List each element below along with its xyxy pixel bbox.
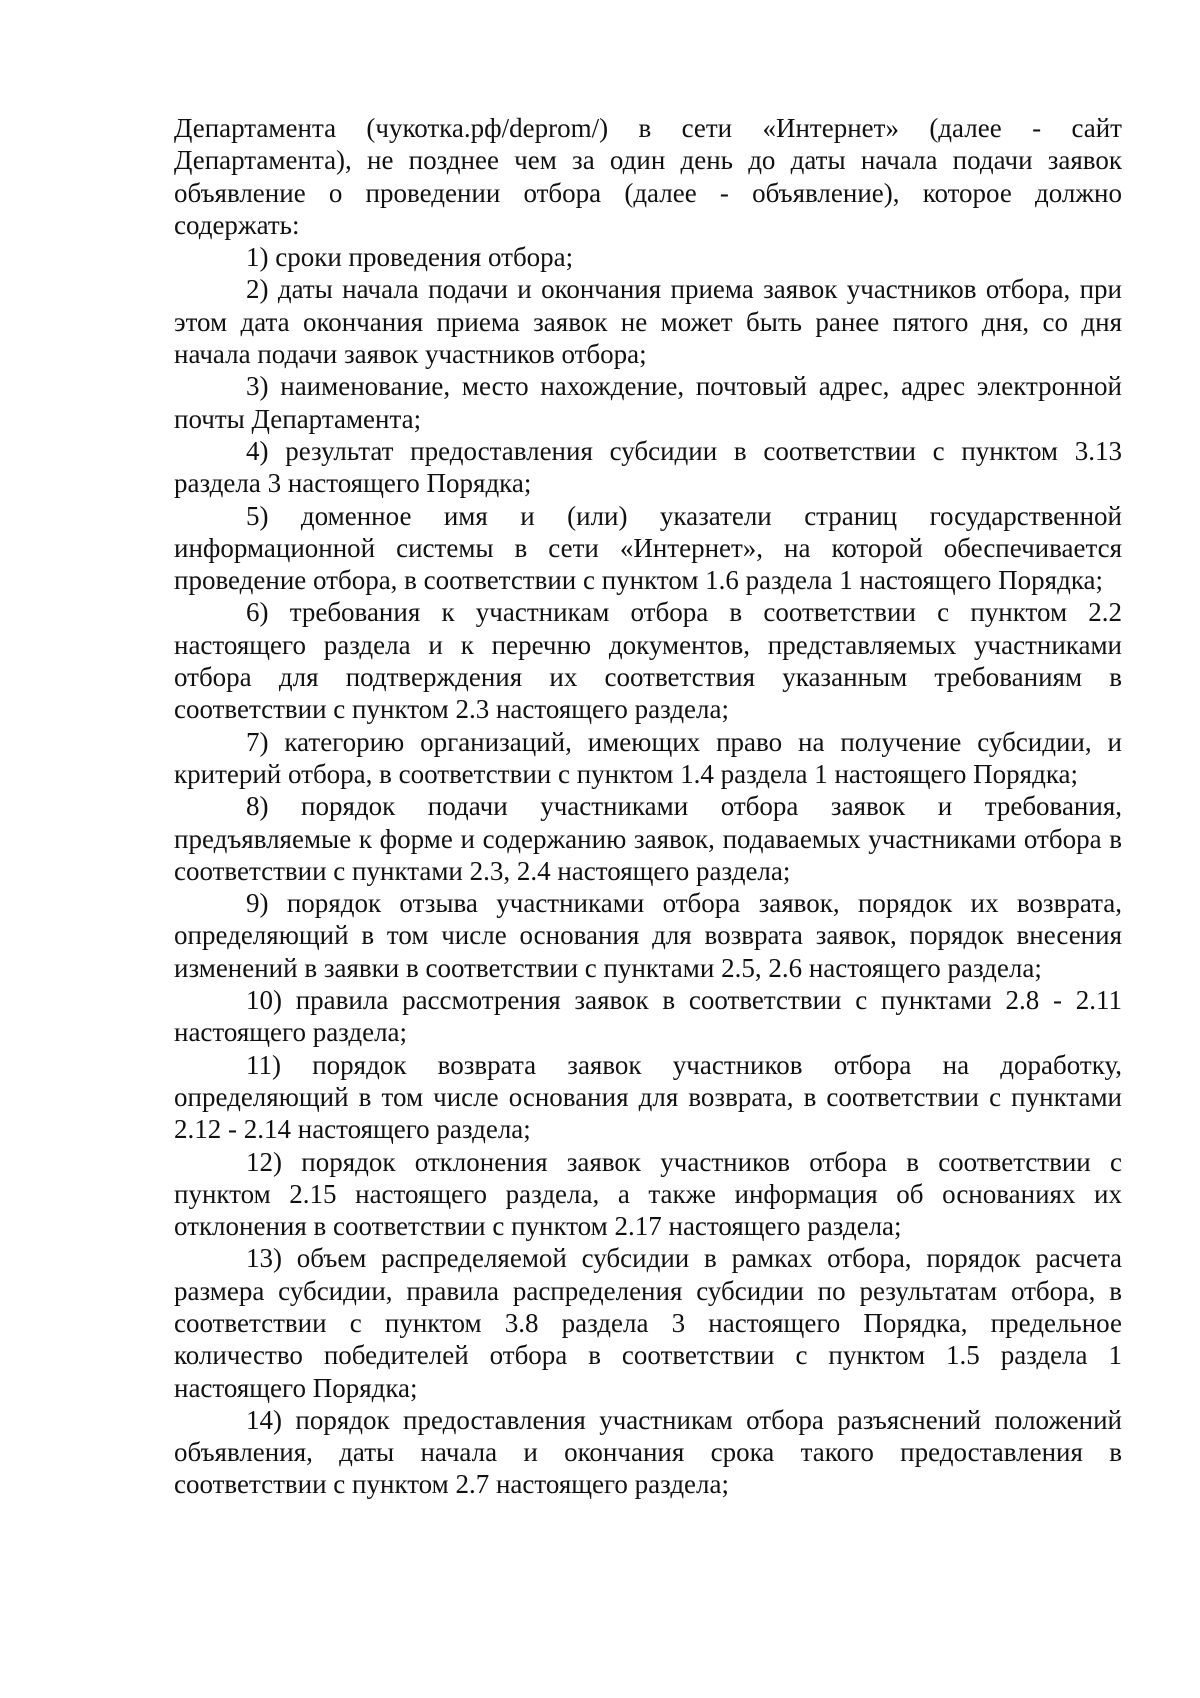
list-item-9: 9) порядок отзыва участниками отбора заявок, порядок их возврата, определяющий в том числе основания для возврата заявок, порядок внесения изменений в заявки в соответствии с пунктами 2.5, 2.6 настоящего раздела; [174, 888, 1122, 983]
list-item-13: 13) объем распределяемой субсидии в рамках отбора, порядок расчета размера субсидии, правила распределения субсидии по результатам отбора, в соответствии с пунктом 3.8 раздела 3 настоящего Порядка, предельное количество победителей отбора в соответствии с пунктом 1.5 раздела 1 настоящего Порядка; [174, 1243, 1122, 1403]
paragraph-intro: Департамента (чукотка.рф/deprom/) в сети «Интернет» (далее - сайт Департамента), не позднее чем за один день до даты начала подачи заявок объявление о проведении отбора (далее - объявление), которое должно содержать: [174, 113, 1122, 240]
list-item-5: 5) доменное имя и (или) указатели страниц государственной информационной системы в сети «Интернет», на которой обеспечивается проведение отбора, в соответствии с пунктом 1.6 раздела 1 настоящего Порядка; [174, 500, 1122, 596]
list-item-14: 14) порядок предоставления участникам отбора разъяснений положений объявления, даты начала и окончания срока такого предоставления в соответствии с пунктом 2.7 настоящего раздела; [174, 1404, 1122, 1500]
document-page [174, 112, 1122, 1501]
list-item-6: 6) требования к участникам отбора в соответствии с пунктом 2.2 настоящего раздела и к перечню документов, представляемых участниками отбора для подтверждения их соответствия указанным требованиям в соответствии с пунктом 2.3 настоящего раздела; [174, 597, 1122, 725]
list-item-1: 1) сроки проведения отбора; [246, 242, 574, 273]
list-item-7: 7) категорию организаций, имеющих право на получение субсидии, и критерий отбора, в соответствии с пунктом 1.4 раздела 1 настоящего Порядка; [174, 726, 1122, 789]
list-item-11: 11) порядок возврата заявок участников отбора на доработку, определяющий в том числе основания для возврата, в соответствии с пунктами 2.12 - 2.14 настоящего раздела; [174, 1049, 1122, 1145]
list-item-4: 4) результат предоставления субсидии в соответствии с пунктом 3.13 раздела 3 настоящего Порядка; [174, 435, 1122, 499]
list-item-8: 8) порядок подачи участниками отбора заявок и требования, предъявляемые к форме и содержанию заявок, подаваемых участниками отбора в соответствии с пунктами 2.3, 2.4 настоящего раздела; [174, 791, 1122, 886]
list-item-3: 3) наименование, место нахождение, почтовый адрес, адрес электронной почты Департамента; [174, 371, 1122, 434]
list-item-10: 10) правила рассмотрения заявок в соответствии с пунктами 2.8 - 2.11 настоящего раздела; [174, 985, 1122, 1048]
list-item-2: 2) даты начала подачи и окончания приема заявок участников отбора, при этом дата окончания приема заявок не может быть ранее пятого дня, со дня начала подачи заявок участников отбора; [174, 274, 1122, 370]
list-item-12: 12) порядок отклонения заявок участников отбора в соответствии с пунктом 2.15 настоящего раздела, а также информация об основаниях их отклонения в соответствии с пунктом 2.17 настоящего раздела; [174, 1146, 1122, 1242]
